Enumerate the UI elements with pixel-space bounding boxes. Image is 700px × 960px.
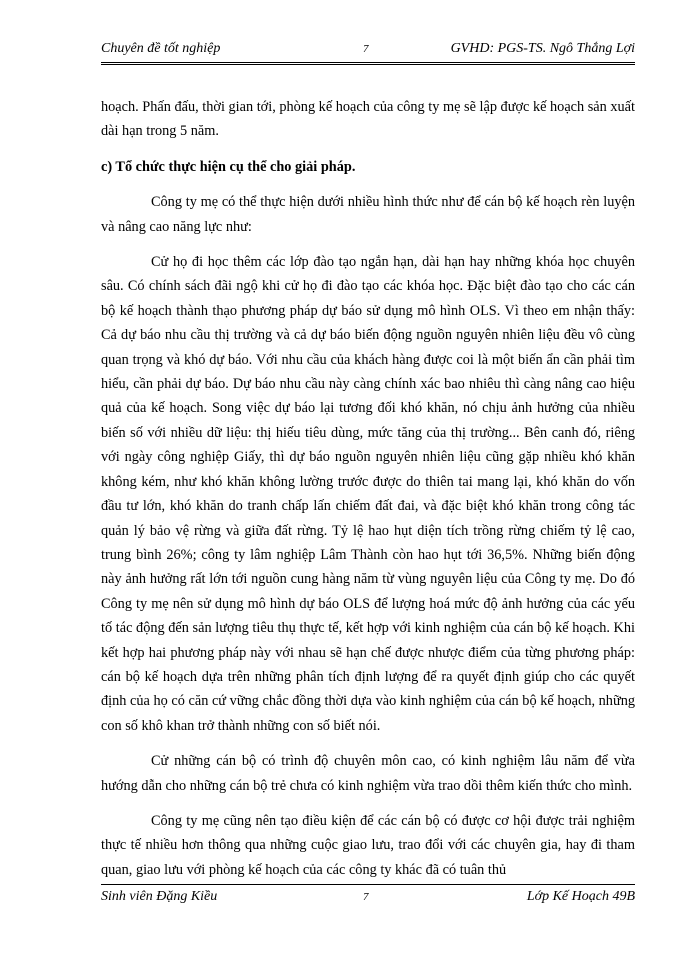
section-heading: c) Tổ chức thực hiện cụ thể cho giải pháp. (101, 158, 356, 175)
footer-student: Sinh viên Đặng Kiều (101, 889, 218, 904)
header-page-number: 7 (363, 43, 369, 55)
paragraph-intro: Công ty mẹ có thể thực hiện dưới nhiều hình thức như để cán bộ kế hoạch rèn luyện và nâng cao năng lực như: (101, 194, 635, 235)
paragraph-mentoring: Cử những cán bộ có trình độ chuyên môn cao, có kinh nghiệm lâu năm để vừa hướng dẫn cho những cán bộ trẻ chưa có kinh nghiệm vừa trao dồi thêm kiến thức cho mình. (101, 753, 635, 794)
paragraph-training: Cử họ đi học thêm các lớp đào tạo ngắn hạn, dài hạn hay những khóa học chuyên sâu. Có chính sách đãi ngộ khi cử họ đi đào tạo các khóa học. Đặc biệt đào tạo cho các cán bộ kế hoạch thành thạo phương pháp dự báo sử dụng mô hình OLS. Vì theo em nhận thấy: Cả dự báo nhu cầu thị trường và cả dự báo biến động nguồn nguyên nhiên liệu đều vô cùng quan trọng và khó dự báo. Với nhu cầu của khách hàng được coi là một biến ẩn cần phải tìm hiểu, cần phải dự báo. Dự báo nhu cầu này càng chính xác bao nhiêu thì càng nâng cao hiệu quả của kế hoạch. Song việc dự báo lại tương đối khó khăn, nó chịu ảnh hưởng của nhiều biến số với nhiều dữ liệu: thị hiếu tiêu dùng, mức tăng của thị trường... Bên canh đó, riêng với ngày công nghiệp Giấy, thì dự báo nguồn nguyên nhiên liệu cũng gặp nhiều khó khăn không kém, như khó khăn không lường trước được do thiên tai mang lại, khó khăn do vốn đầu tư lớn, khó khăn do tranh chấp lấn chiếm đất đai, và đặc biệt khó khăn trong công tác quản lý bảo vệ rừng và giữa đất rừng. Tỷ lệ hao hụt diện tích trồng rừng chiếm tỷ lệ cao, trung bình 26%; công ty lâm nghiệp Lâm Thành còn hao hụt tới 36,5%. Những biến động này ảnh hưởng rất lớn tới nguồn cung hàng năm từ vùng nguyên liệu của Công ty mẹ. Do đó Công ty mẹ nên sử dụng mô hình dự báo OLS để lượng hoá mức độ ảnh hưởng của các yếu tố tác động đến sản lượng tiêu thụ thực tế, kết hợp với kinh nghiệm của cán bộ kế hoạch. Khi kết hợp hai phương pháp này với nhau sẽ hạn chế được nhược điểm của từng phương pháp: cán bộ kế hoạch dựa trên những phân tích định lượng để ra quyết định giúp cho các quyết định của họ có căn cứ vững chắc đồng thời dựa vào kinh nghiệm của cán bộ kế hoạch, những con số khô khan trở thành những con số biết nói. (101, 254, 635, 734)
paragraph-continued: hoạch. Phấn đấu, thời gian tới, phòng kế hoạch của công ty mẹ sẽ lập được kế hoạch sản xuất dài hạn trong 5 năm. (101, 99, 635, 140)
footer-page-number: 7 (363, 891, 369, 903)
footer-class: Lớp Kế Hoạch 49B (526, 889, 635, 904)
header-advisor: GVHD: PGS-TS. Ngô Thắng Lợi (450, 41, 635, 56)
paragraph-experience: Công ty mẹ cũng nên tạo điều kiện để các cán bộ có được cơ hội được trải nghiệm thực tế nhiều hơn thông qua những cuộc giao lưu, trao đổi với các chuyên gia, hay đi tham quan, giao lưu với phòng kế hoạch của các công ty khác đã có tuân thủ (101, 812, 635, 878)
header-title: Chuyên đề tốt nghiệp (101, 41, 221, 56)
document-body (101, 95, 635, 893)
page-footer (101, 884, 635, 910)
page-header (101, 40, 635, 65)
